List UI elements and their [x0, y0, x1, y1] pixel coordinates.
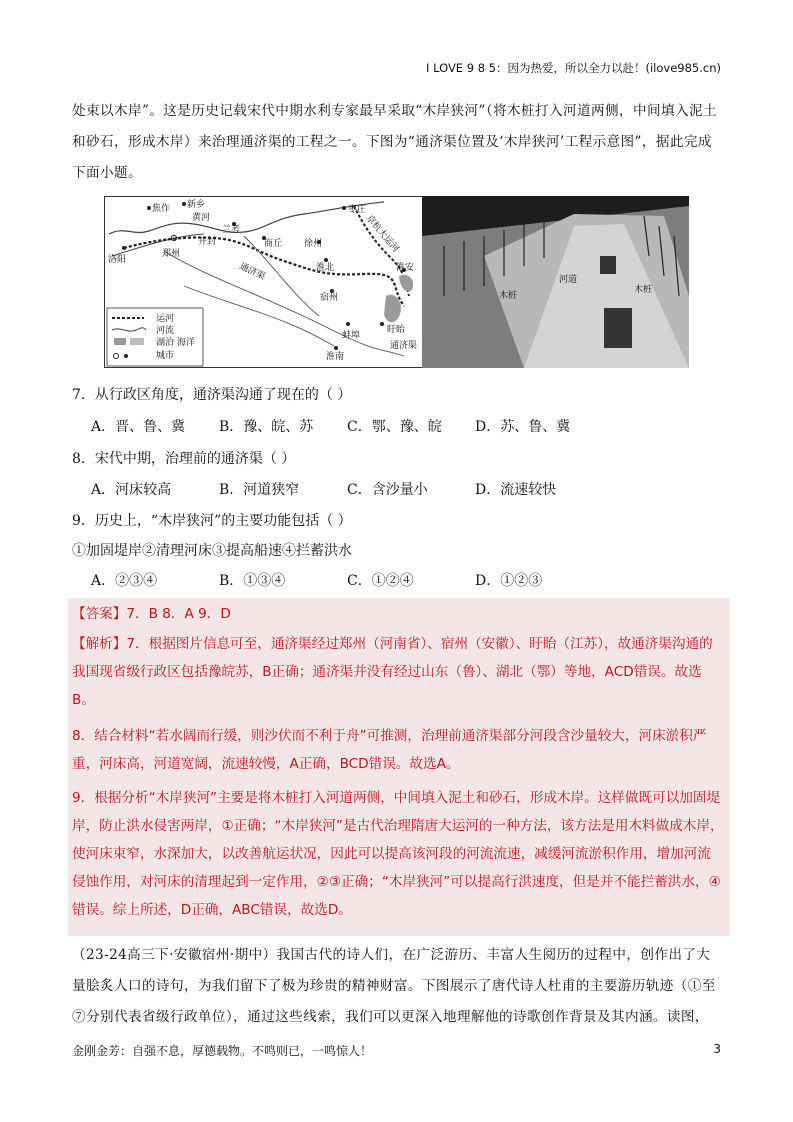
- svg-text:盱眙: 盱眙: [387, 325, 406, 335]
- option-d: D．流速较快: [475, 482, 557, 498]
- option-d: D．苏、鲁、冀: [475, 419, 571, 435]
- svg-text:商丘: 商丘: [264, 239, 283, 249]
- svg-text:焦作: 焦作: [152, 204, 171, 214]
- svg-text:淮安: 淮安: [396, 263, 415, 273]
- question-9-stem: 9．历史上，“木岸狭河”的主要功能包括（ ）: [72, 513, 352, 529]
- question-8-stem: 8．宋代中期，治理前的通济渠（ ）: [72, 451, 296, 467]
- option-b: B．①③④: [219, 573, 286, 589]
- svg-text:运河: 运河: [156, 314, 175, 324]
- wooden-stake-photo: [422, 196, 689, 368]
- svg-text:淮南: 淮南: [326, 352, 345, 362]
- svg-text:河道: 河道: [559, 275, 578, 285]
- svg-text:开封: 开封: [198, 237, 217, 247]
- svg-text:城市: 城市: [156, 351, 175, 361]
- answer-key: 【答案】7．B 8．A 9．D: [72, 606, 231, 622]
- page-number: 3: [713, 1042, 721, 1056]
- svg-text:京杭大运河: 京杭大运河: [363, 213, 401, 255]
- canal-map: [105, 197, 423, 368]
- option-a: A．河床较高: [91, 482, 172, 498]
- svg-text:新乡: 新乡: [187, 200, 206, 210]
- question-9-statements: ①加固堤岸②清理河床③提高船速④拦蓄洪水: [72, 543, 352, 559]
- analysis-9: 9．根据分析“木岸狭河”主要是将木桩打入河道两侧，中间填入泥土和砂石，形成木岸。这样做既可以加固堤岸，防止洪水侵害两岸，①正确；“木岸狭河”是古代治理隋唐大运河的一种方法，该方法是用木料做成木岸，使河床束窄，水深加大，以改善航运状况，因此可以提高该河段的河流流速，减缓河流淤积作用，增加河流侵蚀作用，对河床的清理起到一定作用，②③正确；“木岸狭河”可以提高行洪速度，但是并不能拦蓄洪水，④错误。综上所述，D正确，ABC错误，故选D。: [72, 790, 724, 918]
- question-9-options: [91, 570, 603, 590]
- option-c: C．①②④: [347, 573, 414, 589]
- analysis-7: 【解析】7．根据图片信息可至，通济渠经过郑州（河南省）、宿州（安徽）、盱眙（江苏），故通济渠沟通的我国现省级行政区包括豫皖苏，B正确；通济渠并没有经过山东（鲁）、湖北（鄂）等地，ACD错误。故选B。: [72, 636, 713, 708]
- svg-text:河流: 河流: [156, 326, 175, 336]
- option-b: B．豫、皖、苏: [219, 419, 314, 435]
- question-8-options: [91, 479, 603, 499]
- option-b: B．河道狭窄: [219, 482, 300, 498]
- next-intro: （23-24高三下·安徽宿州·期中）我国古代的诗人们，在广泛游历、丰富人生阅历的过程中，创作出了大量脍炙人口的诗句，为我们留下了极为珍贵的精神财富。下图展示了唐代诗人杜甫的主要游历轨迹（①至⑦分别代表省级行政单位），通过这些线索，我们可以更深入地理解他的诗歌创作背景及其内涵。读图，: [72, 947, 716, 1025]
- svg-text:湖泊 海洋: 湖泊 海洋: [156, 338, 195, 348]
- svg-text:通济渠: 通济渠: [390, 341, 418, 351]
- svg-text:通济渠: 通济渠: [237, 261, 267, 283]
- question-7-options: [91, 416, 603, 436]
- svg-text:淮北: 淮北: [316, 263, 335, 273]
- option-c: C．含沙量小: [347, 482, 428, 498]
- option-a: A．②③④: [91, 573, 158, 589]
- svg-text:郑州: 郑州: [162, 249, 181, 259]
- svg-text:兰考: 兰考: [222, 225, 241, 235]
- intro-paragraph: 处束以木岸”。这是历史记载宋代中期水利专家最早采取“木岸狭河”（将木桩打入河道两侧，中间填入泥土和砂石，形成木岸）来治理通济渠的工程之一。下图为“通济渠位置及‘木岸狭河’工程示意图”，据此完成下面小题。: [72, 103, 717, 181]
- option-c: C．鄂、豫、皖: [347, 419, 442, 435]
- option-d: D．①②③: [475, 573, 543, 589]
- question-7-stem: 7．从行政区角度，通济渠沟通了现在的（ ）: [72, 387, 352, 403]
- svg-text:枣庄: 枣庄: [348, 205, 367, 215]
- page-header: I LOVE 9 8 5：因为热爱，所以全力以赴！(ilove985.cn): [426, 61, 721, 75]
- svg-text:徐州: 徐州: [304, 239, 323, 249]
- svg-text:蚌埠: 蚌埠: [342, 331, 361, 341]
- svg-text:木桩: 木桩: [634, 285, 653, 295]
- svg-text:木桩: 木桩: [499, 291, 518, 301]
- canal-figure: [104, 196, 689, 368]
- svg-text:洛阳: 洛阳: [108, 255, 127, 265]
- svg-text:宿州: 宿州: [320, 293, 339, 303]
- analysis-8: 8．结合材料“若水阔而行缓，则沙伏而不利于舟”可推测，治理前通济渠部分河段含沙量较大，河床淤积严重，河床高，河道宽阔，流速较慢，A正确，BCD错误。故选A。: [72, 728, 707, 772]
- footer-motto: 金刚金芳：自强不息，厚德载物。不鸣则已，一鸣惊人！: [72, 1044, 373, 1058]
- svg-text:黄河: 黄河: [192, 213, 211, 223]
- option-a: A．晋、鲁、冀: [91, 419, 186, 435]
